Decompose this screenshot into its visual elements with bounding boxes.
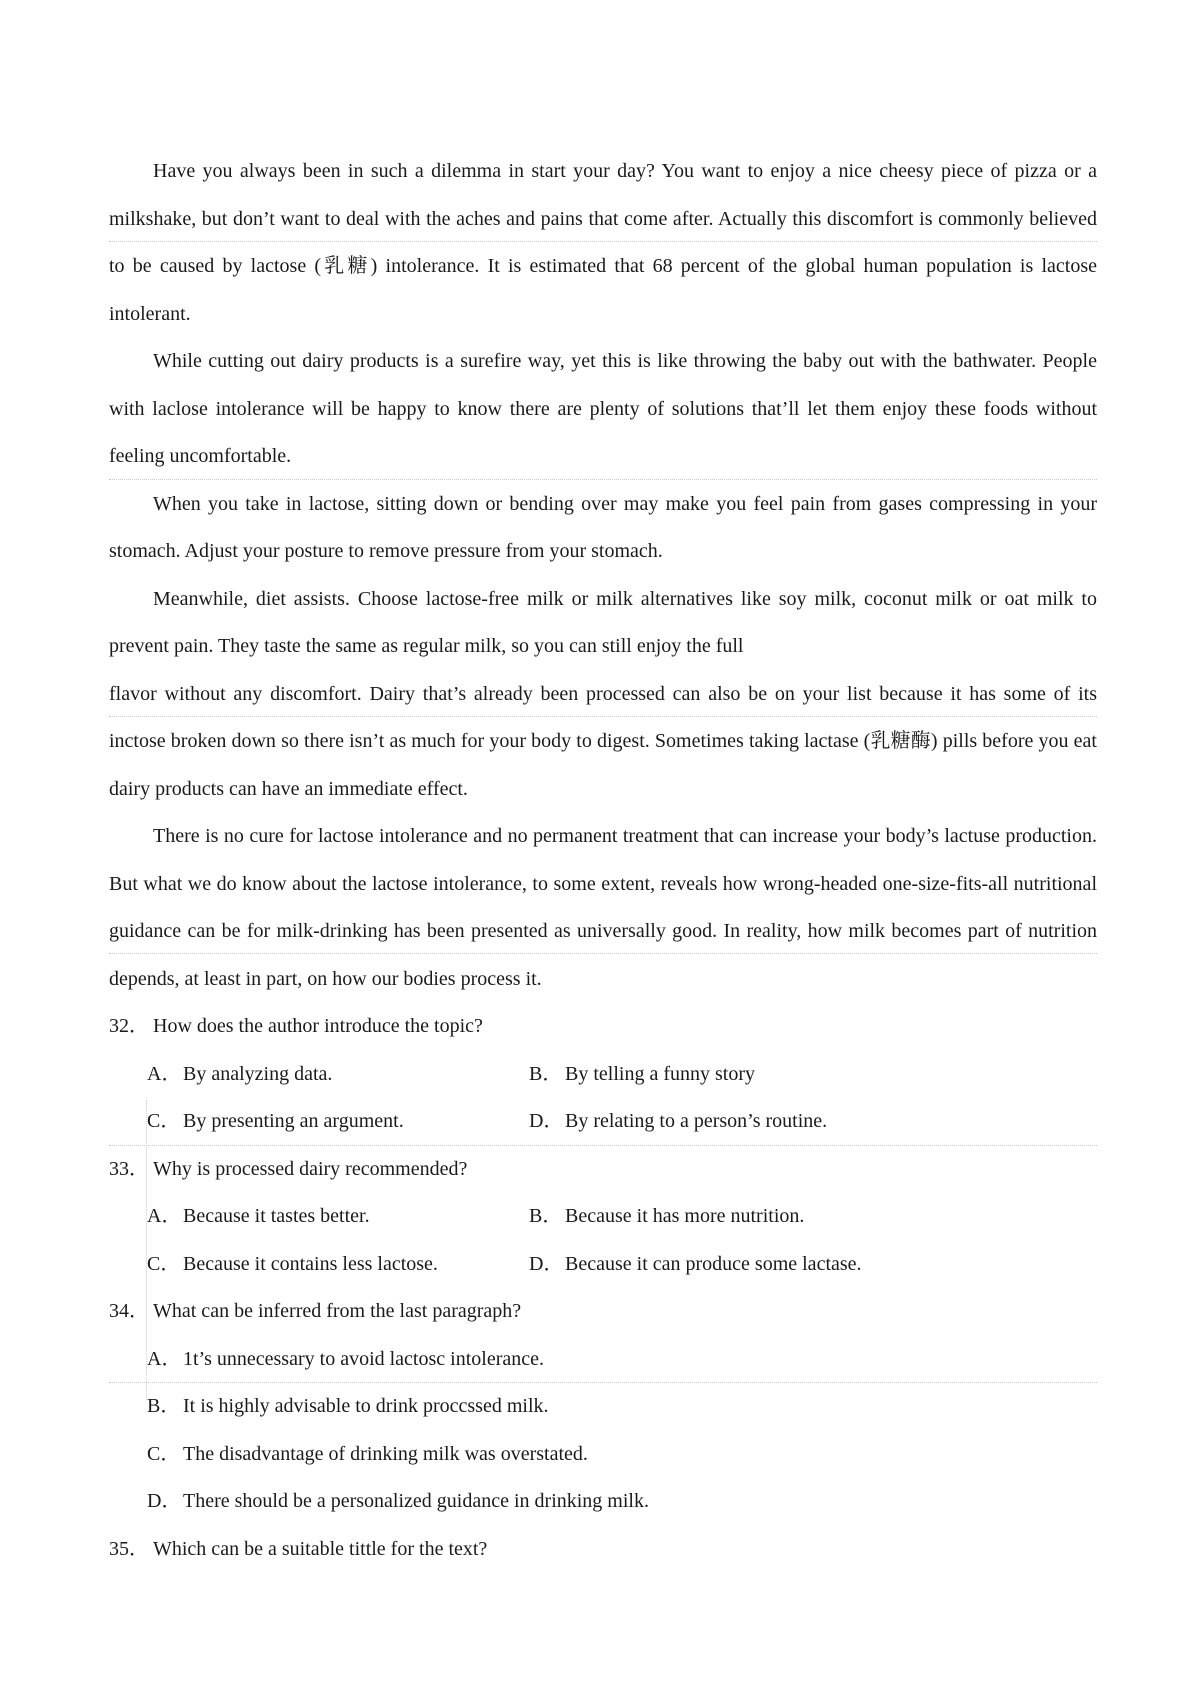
option-b[interactable]: B． Because it has more nutrition. xyxy=(529,1205,805,1227)
option-a[interactable]: A．1t’s unnecessary to avoid lactosc intolerance. xyxy=(147,1347,544,1370)
passage-paragraph-2: While cutting out dairy products is a surefire way, yet this is like throwing the baby out with the bathwater. People with laclose intolerance will be happy to know there are plenty of solutions that’ll let them enjoy these foods without feeling uncomfortable. xyxy=(109,350,1097,467)
option-c[interactable]: C． By presenting an argument. xyxy=(147,1110,404,1132)
option-d[interactable]: D．By relating to a person’s routine. xyxy=(529,1110,828,1132)
question-stem xyxy=(109,1288,1097,1336)
question-number: 32． xyxy=(109,1015,149,1037)
passage-paragraph-4: Meanwhile, diet assists. Choose lactose-free milk or milk alternatives like soy milk, coconut milk or oat milk to prevent pain. They taste the same as regular milk, so you can still enjoy the full xyxy=(109,587,1097,657)
option-d[interactable]: D．Because it can produce some lactase. xyxy=(529,1252,862,1275)
question-stem xyxy=(109,1003,1097,1051)
question-number: 34． xyxy=(109,1300,149,1322)
options xyxy=(109,1193,1097,1288)
reading-passage-page xyxy=(109,148,1097,1573)
question-34 xyxy=(109,1288,1097,1526)
question-stem xyxy=(109,1526,1097,1574)
question-32 xyxy=(109,1003,1097,1146)
option-b[interactable]: B． It is highly advisable to drink proccssed milk. xyxy=(147,1395,549,1417)
option-b[interactable]: B． By telling a funny story xyxy=(529,1062,755,1085)
question-stem xyxy=(109,1146,1097,1194)
passage-paragraph-3: When you take in lactose, sitting down or bending over may make you feel pain from gases compressing in your stomach. Adjust your posture to remove pressure from your stomach. xyxy=(109,492,1097,562)
question-text: Which can be a suitable tittle for the text? xyxy=(153,1537,488,1560)
question-33 xyxy=(109,1146,1097,1289)
question-text: How does the author introduce the topic? xyxy=(153,1015,483,1037)
options xyxy=(109,1051,1097,1146)
question-text: Why is processed dairy recommended? xyxy=(153,1157,468,1180)
passage-paragraph-4-continued: flavor without any discomfort. Dairy that’s already been processed can also be on your list because it has some of its inctose broken down so there isn’t as much for your body to digest. Sometimes taking lactase (乳糖酶) pills before you eat dairy products can have an immediate effect. xyxy=(109,682,1097,800)
option-a[interactable]: A．By analyzing data. xyxy=(147,1062,333,1085)
question-text: What can be inferred from the last paragraph? xyxy=(153,1300,522,1322)
passage-paragraph-5: There is no cure for lactose intolerance and no permanent treatment that can increase your body’s lactuse production. But what we do know about the lactose intolerance, to some extent, reveals how wrong-headed one-size-fits-all nutritional guidance can be for milk-drinking has been presented as universally good. In reality, how milk becomes part of nutrition depends, at least in part, on how our bodies process it. xyxy=(109,825,1097,990)
option-c[interactable]: C． The disadvantage of drinking milk was overstated. xyxy=(147,1442,588,1465)
option-a[interactable]: A．Because it tastes better. xyxy=(147,1205,370,1227)
option-d[interactable]: D．There should be a personalized guidance in drinking milk. xyxy=(147,1490,649,1512)
passage-paragraph-1: Have you always been in such a dilemma in start your day? You want to enjoy a nice cheesy piece of pizza or a milkshake, but don’t want to deal with the aches and pains that come after. Actually this discomfort is commonly believed to be caused by lactose (乳糖) intolerance. It is estimated that 68 percent of the global human population is lactose intolerant. xyxy=(109,160,1097,325)
question-35 xyxy=(109,1526,1097,1574)
question-number: 35． xyxy=(109,1537,149,1560)
option-c[interactable]: C． Because it contains less lactose. xyxy=(147,1252,438,1275)
question-number: 33． xyxy=(109,1157,149,1180)
passage xyxy=(109,148,1097,1003)
options xyxy=(109,1336,1097,1526)
